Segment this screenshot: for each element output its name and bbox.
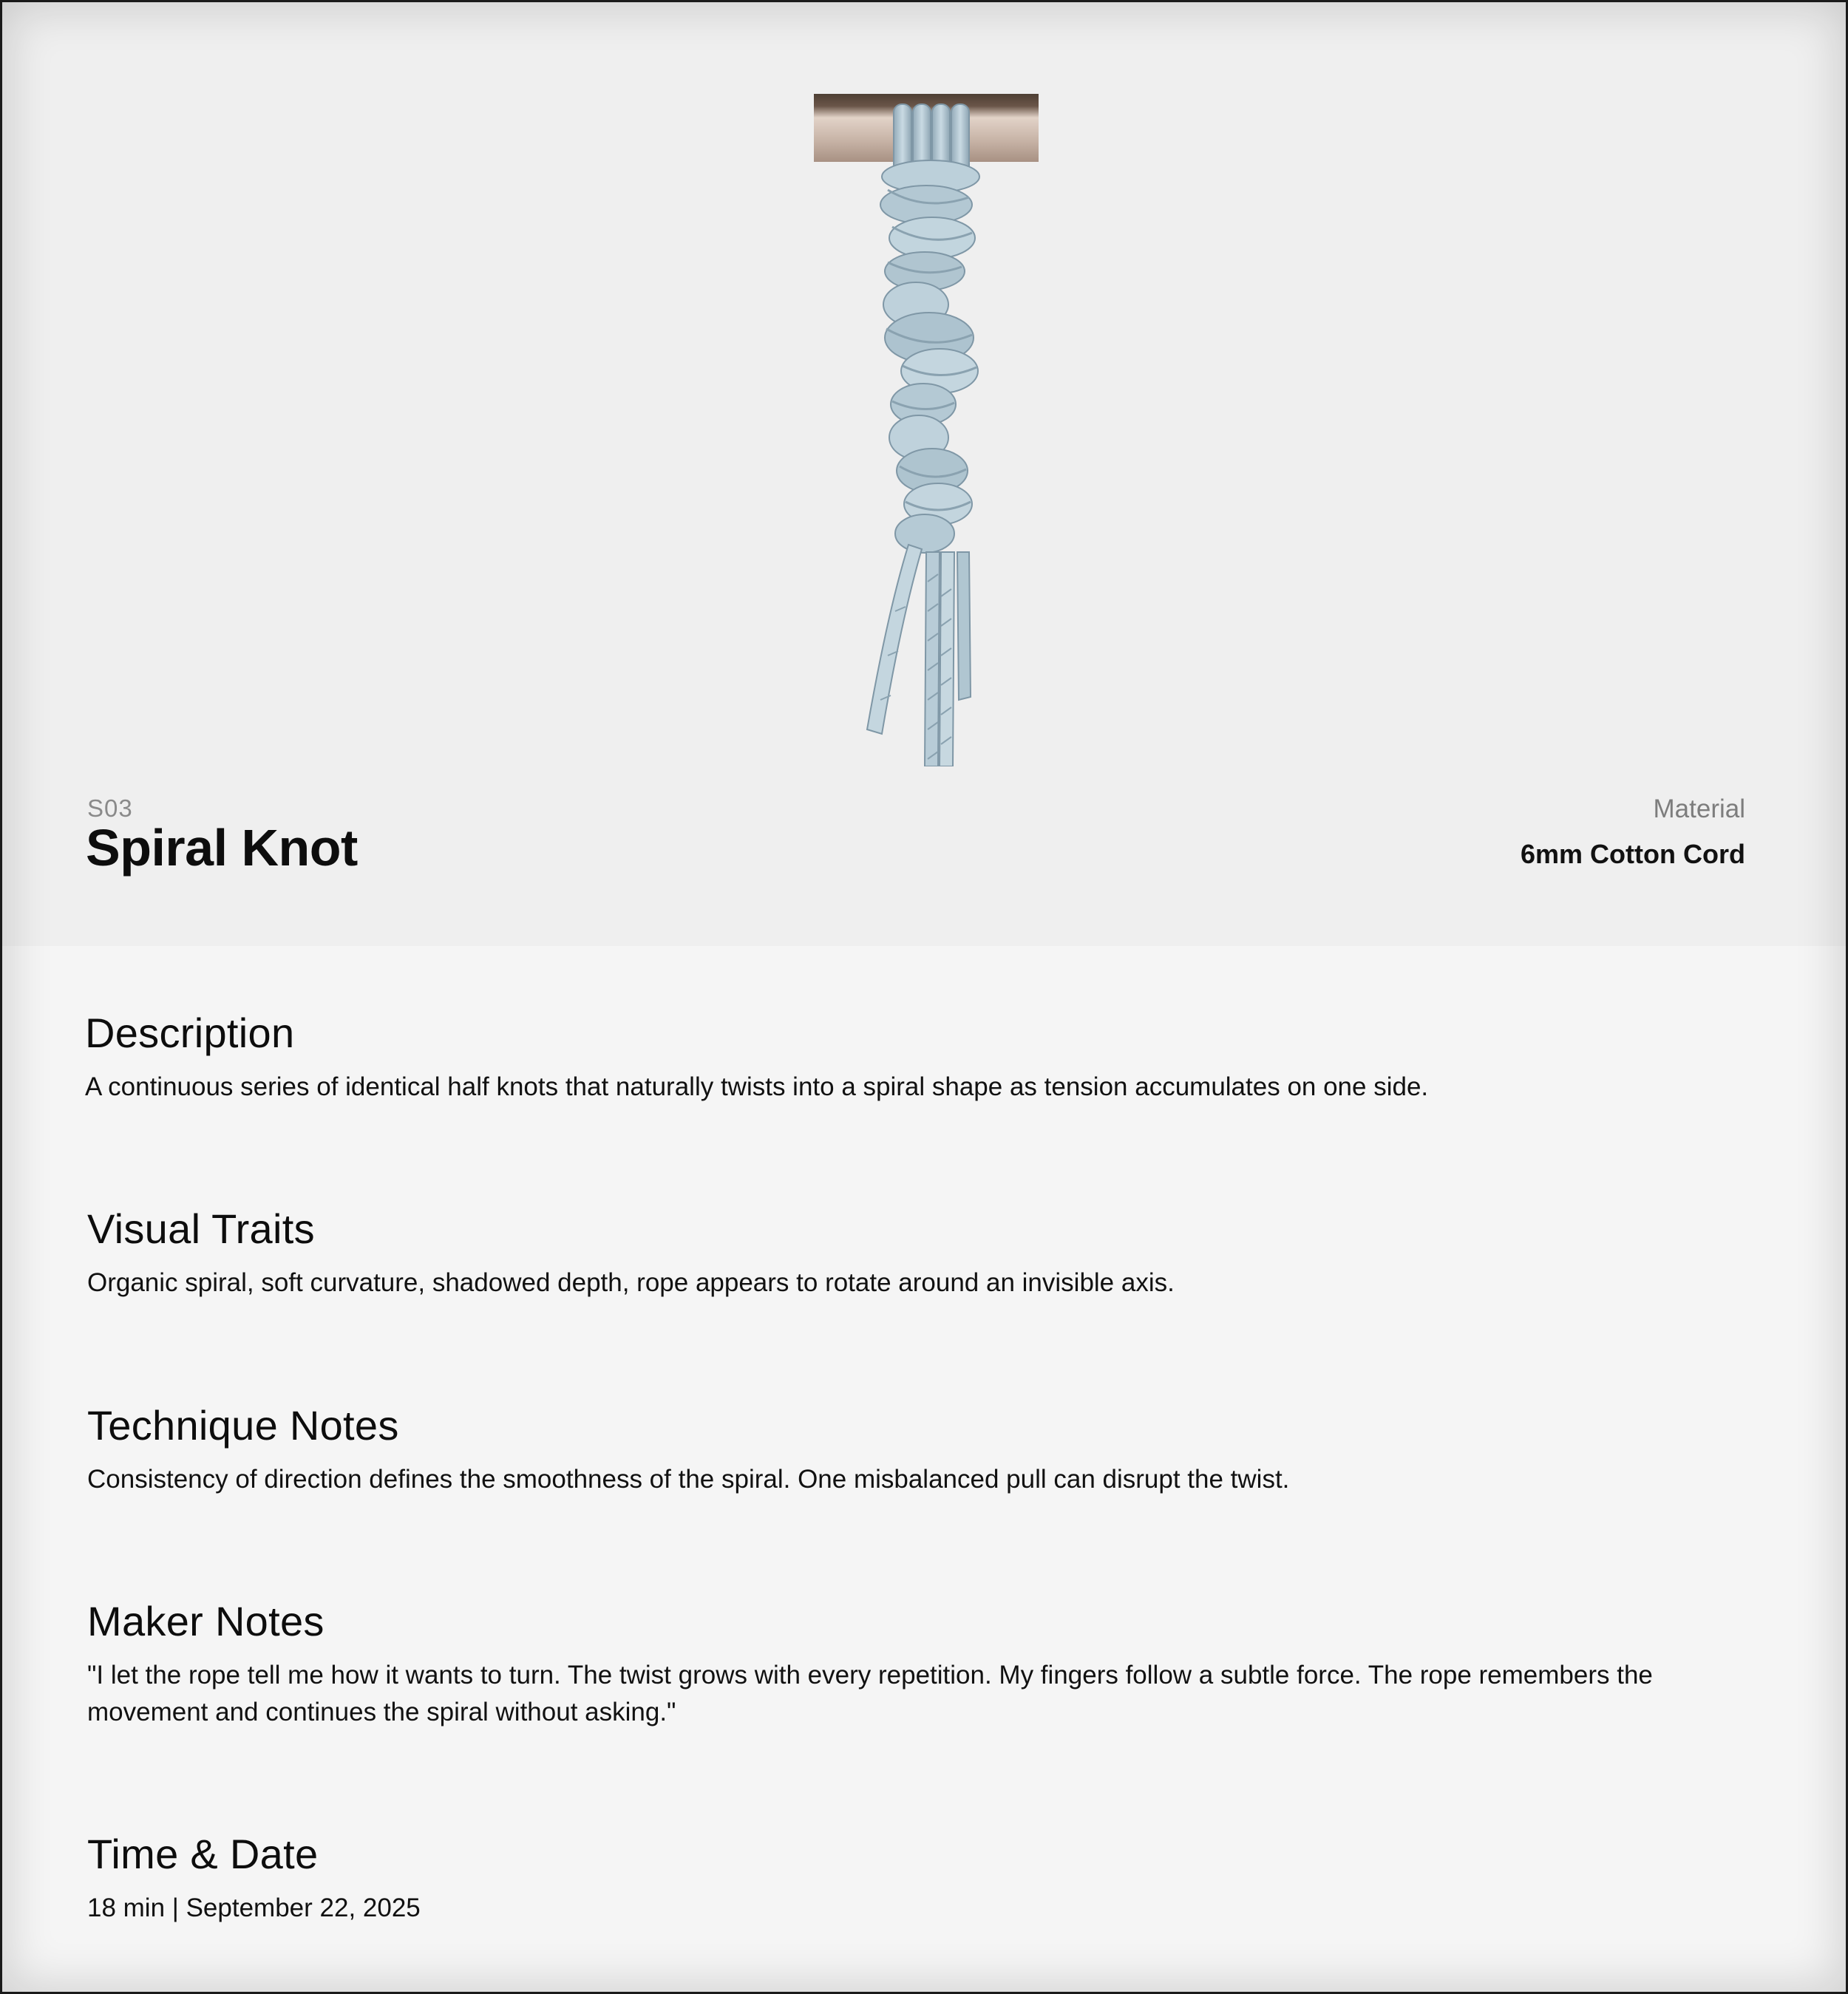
knot-photo <box>814 94 1039 766</box>
spiral-knot-illustration <box>814 94 1039 766</box>
visual-traits-text: Organic spiral, soft curvature, shadowed depth, rope appears to rotate around an invisible axis. <box>87 1268 1175 1298</box>
technique-notes-section <box>87 1402 1750 1498</box>
time-date-heading: Time & Date <box>87 1831 319 1877</box>
time-date-text: 18 min | September 22, 2025 <box>87 1893 421 1923</box>
technique-notes-text: Consistency of direction defines the smoothness of the spiral. One misbalanced pull can disrupt the twist. <box>87 1465 1290 1494</box>
hanging-strands <box>867 545 971 766</box>
time-date-section <box>87 1831 1750 1927</box>
material-label: Material <box>1653 794 1745 823</box>
hero-section <box>2 2 1846 946</box>
knot-code: S03 <box>87 794 133 822</box>
maker-notes-text: "I let the rope tell me how it wants to turn. The twist grows with every repetition. My fingers follow a subtle force. The rope remembers the movement and continues the spiral without asking." <box>87 1661 1653 1727</box>
description-section <box>85 1010 1748 1106</box>
spiral-body <box>880 160 979 553</box>
visual-traits-heading: Visual Traits <box>87 1205 315 1252</box>
page-title: Spiral Knot <box>86 819 358 877</box>
details-content <box>2 946 1846 1992</box>
technique-notes-heading: Technique Notes <box>87 1402 399 1449</box>
maker-notes-section <box>87 1598 1750 1731</box>
description-heading: Description <box>85 1010 295 1056</box>
maker-notes-heading: Maker Notes <box>87 1598 325 1644</box>
description-text: A continuous series of identical half knots that naturally twists into a spiral shape as tension accumulates on one side. <box>85 1072 1429 1102</box>
visual-traits-section <box>87 1205 1750 1301</box>
material-value: 6mm Cotton Cord <box>1521 839 1745 869</box>
